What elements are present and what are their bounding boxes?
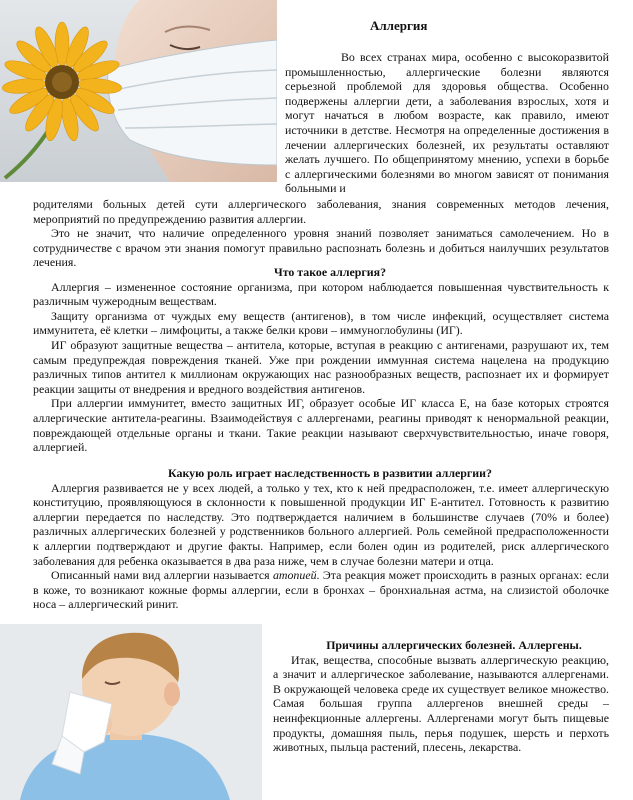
child-illustration xyxy=(0,624,262,800)
intro-text: Во всех странах мира, особенно с высокоразвитой промышленностью, аллергические болезни являются серьезной проблемой для здоровья общества. Особенно подвержены аллергии дети, а заболевания взрослых, хотя и могут начаться в любом возрасте, как правило, имеют источники в детстве. Несмотря на определенные достижения в лечении аллергических болезней, их результаты оставляют желать лучшего. По общепринятому мнению, успехи в борьбе с аллергическими болезнями во многом зависят от понимания больными и xyxy=(285,50,609,196)
atopy-paragraph xyxy=(33,568,609,612)
section-causes xyxy=(273,638,609,755)
paragraph: Защиту организма от чуждых ему веществ (антигенов), в том числе инфекций, осуществляет система иммунитета, её клетки – лимфоциты, а также белки крови – иммуноглобулины (ИГ). xyxy=(33,308,609,338)
intro-continuation xyxy=(33,197,609,270)
section-heading: Причины аллергических болезней. Аллергены. xyxy=(326,638,582,652)
section-heredity xyxy=(33,466,609,612)
child-sneezing-photo xyxy=(0,624,262,800)
atopy-text-after: . Эта реакция может происходить в разных органах: если в коже, то возникают кожные формы аллергии, если в бронхах – бронхиальная астма, на слизистой оболочке носа – аллергический ринит. xyxy=(33,568,609,612)
atopy-text-before: Описанный нами вид аллергии называется xyxy=(51,568,273,583)
mask-flower-illustration xyxy=(0,0,277,182)
section-heading: Что такое аллергия? xyxy=(273,265,387,279)
page-title: Аллергия xyxy=(370,18,428,33)
section-heading: Какую роль играет наследственность в развитии аллергии? xyxy=(168,466,492,480)
mask-flower-photo xyxy=(0,0,277,182)
paragraph: Аллергия развивается не у всех людей, а только у тех, кто к ней предрасположен, т.е. имеет аллергическую конституцию, проявляющуюся в склонности к повышенной продукции ИГ Е-антител. Готовность к развитию аллергии передается по наследству. Это подтверждается наличием в большинстве случаев (70% и более) различных аллергических болезней у родственников больного аллергией. Роль семейной предрасположенности к аллергии подтверждают и другие факты. Например, если болен один из родителей, риск аллергического заболевания для ребенка оказывается в два раза ниже, чем в случае болезни матери и отца. xyxy=(33,480,609,568)
intro-paragraph-right xyxy=(285,50,609,196)
section-what-is-allergy xyxy=(33,265,609,455)
paragraph: ИГ образуют защитные вещества – антитела, которые, вступая в реакцию с антигенами, разрушают их, тем самым предупреждая повреждения тканей. Уже при рождении иммунная система нацелена на продукцию различных типов антител к миллионам окружающих нас разнообразных веществ, распознает их и формирует реакции защиты от внедрения и вредного воздействия антигенов. xyxy=(33,337,609,396)
atopy-term: атопией xyxy=(272,568,317,583)
paragraph: Аллергия – измененное состояние организма, при котором наблюдается повышенная чувствительность к различным чужеродным веществам. xyxy=(33,279,609,309)
intro-second-paragraph: Это не значит, что наличие определенного уровня знаний позволяет заниматься самолечением. Но в сотрудничестве с врачом эти знания помогут правильно распознать болезнь и добиться наилучших результатов лечения. xyxy=(33,226,609,270)
paragraph: Итак, вещества, способные вызвать аллергическую реакцию, а значит и аллергическое заболевание, называются аллергенами. В окружающей человека среде их существует великое множество. Самая большая группа аллергенов внешней среды – неинфекционные аллергены. Аллергенами могут быть пищевые продукты, домашняя пыль, перья подушек, шерсть и перхоть животных, пыльца растений, плесень, лекарства. xyxy=(273,652,609,755)
intro-continuation-text: родителями больных детей сути аллергического заболевания, знания современных методов лечения, мероприятий по предупреждению развития аллергии. xyxy=(33,197,609,226)
paragraph: При аллергии иммунитет, вместо защитных ИГ, образует особые ИГ класса Е, на базе которых строятся аллергические антитела-реагины. Взаимодействуя с аллергенами, реагины приводят к ненормальной реакции, повреждающей отдельные органы и ткани. Такие реакции называют сверхчувствительностью, иначе говоря, аллергией. xyxy=(33,396,609,455)
